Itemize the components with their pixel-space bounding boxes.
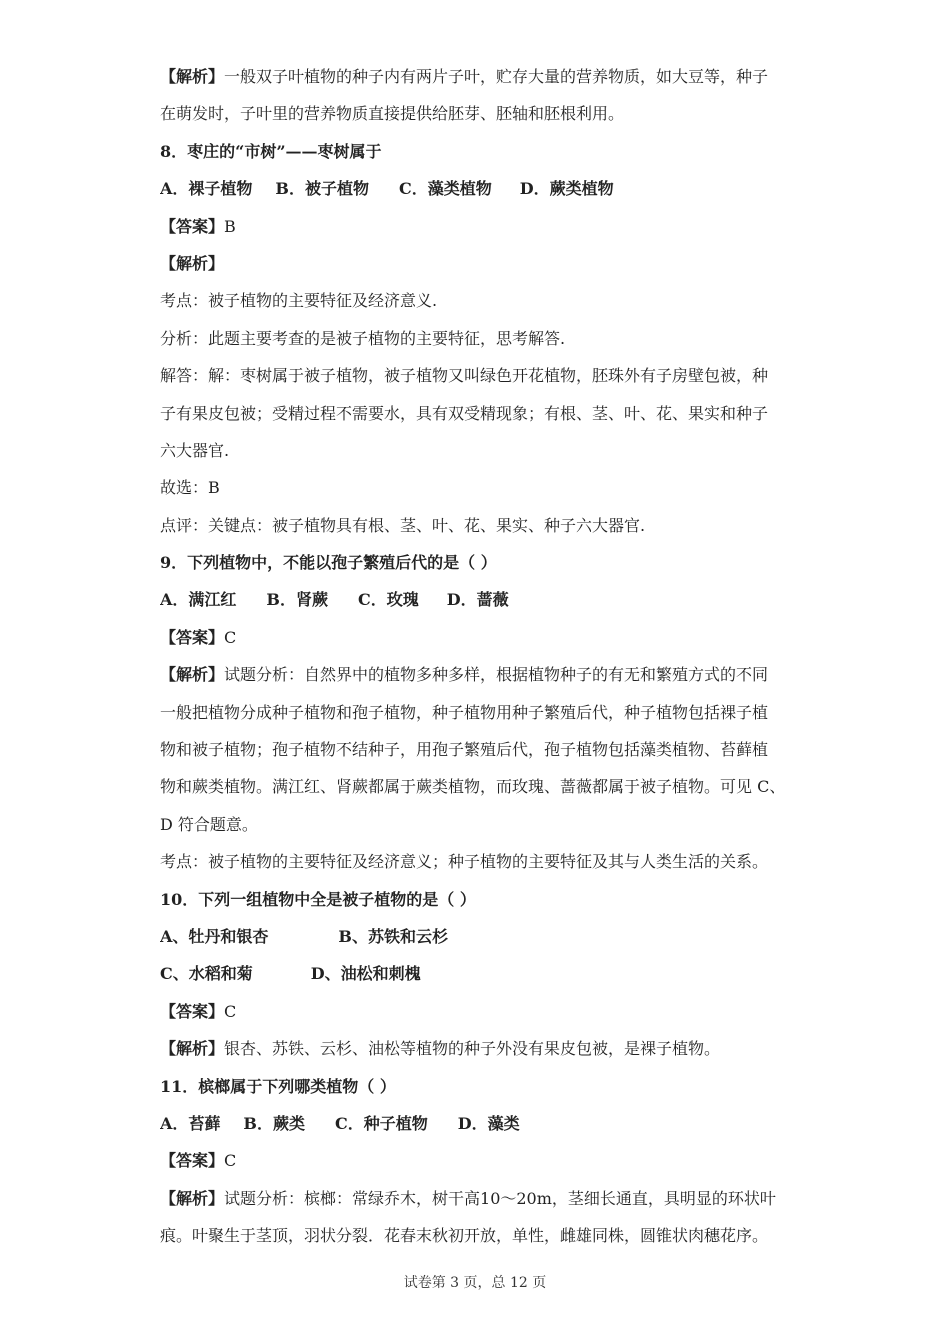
document-body bbox=[160, 58, 800, 1255]
section-text: 试题分析：自然界中的植物多种多样，根据植物种子的有无和繁殖方式的不同 bbox=[224, 665, 769, 685]
line-1: 在萌发时，子叶里的营养物质直接提供给胚芽、胚轴和胚根利用。 bbox=[160, 104, 625, 124]
options-row bbox=[160, 955, 800, 992]
line-12: 点评：关键点：被子植物具有根、茎、叶、花、果实、种子六大器官. bbox=[160, 515, 646, 535]
line-18: 物和被子植物；孢子植物不结种子，用孢子繁殖后代，孢子植物包括藻类植物、苔藓植 bbox=[160, 740, 769, 760]
options-row bbox=[160, 1105, 800, 1142]
section-text: 银杏、苏铁、云杉、油松等植物的种子外没有果皮包被，是裸子植物。 bbox=[224, 1039, 721, 1059]
answer-option: C．种子植物 bbox=[334, 1113, 428, 1133]
line-7: 分析：此题主要考查的是被子植物的主要特征，思考解答. bbox=[160, 328, 566, 348]
answer-option: A．裸子植物 bbox=[160, 179, 253, 199]
line-8: 解答：解：枣树属于被子植物，被子植物又叫绿色开花植物，胚珠外有子房壁包被，种 bbox=[160, 366, 769, 386]
section-text: B bbox=[224, 216, 236, 236]
answer-option: A、牡丹和银杏 bbox=[160, 926, 269, 946]
section-text: 一般双子叶植物的种子内有两片子叶，贮存大量的营养物质，如大豆等，种子 bbox=[224, 67, 769, 86]
line-6: 考点：被子植物的主要特征及经济意义. bbox=[160, 291, 438, 311]
line-9: 子有果皮包被；受精过程不需要水，具有双受精现象；有根、茎、叶、花、果实和种子 bbox=[160, 403, 769, 423]
answer-option: A．满江红 bbox=[160, 590, 237, 610]
options-row bbox=[160, 918, 800, 955]
line-20: D 符合题意。 bbox=[160, 814, 258, 834]
question-stem: 8．枣庄的“市树”——枣树属于 bbox=[160, 141, 382, 161]
line-21: 考点：被子植物的主要特征及经济意义；种子植物的主要特征及其与人类生活的关系。 bbox=[160, 852, 769, 872]
section-label: 【解析】 bbox=[160, 253, 225, 273]
answer-option: D．藻类 bbox=[457, 1113, 520, 1133]
answer-option: C．玫瑰 bbox=[357, 590, 419, 610]
section-label: 【解析】 bbox=[160, 1039, 225, 1059]
line-16 bbox=[160, 656, 800, 693]
answer-option: B．肾蕨 bbox=[266, 590, 328, 610]
answer-option: C、水稻和菊 bbox=[160, 964, 253, 984]
answer-option: D．蔷薇 bbox=[446, 590, 509, 610]
section-label: 【答案】 bbox=[160, 1001, 225, 1021]
options-row bbox=[160, 581, 800, 618]
answer-option: B．被子植物 bbox=[275, 179, 369, 199]
line-30 bbox=[160, 1180, 800, 1217]
question-stem: 9．下列植物中，不能以孢子繁殖后代的是（ ） bbox=[160, 553, 497, 573]
section-text: C bbox=[224, 1151, 237, 1171]
section-text: 试题分析：槟榔：常绿乔木，树干高10～20m，茎细长通直，具明显的环状叶 bbox=[224, 1188, 776, 1208]
line-11: 故选：B bbox=[160, 478, 220, 498]
section-label: 【答案】 bbox=[160, 216, 225, 236]
line-29 bbox=[160, 1142, 800, 1179]
line-17: 一般把植物分成种子植物和孢子植物，种子植物用种子繁殖后代，种子植物包括裸子植 bbox=[160, 702, 769, 722]
question-stem: 10．下列一组植物中全是被子植物的是（ ） bbox=[160, 889, 476, 909]
line-15 bbox=[160, 619, 800, 656]
section-label: 【解析】 bbox=[160, 665, 225, 685]
line-31: 痕。叶聚生于茎顶，羽状分裂．花春末秋初开放，单性，雌雄同株，圆锥状肉穗花序。 bbox=[160, 1226, 769, 1246]
answer-option: B．蕨类 bbox=[243, 1113, 305, 1133]
section-label: 【解析】 bbox=[160, 1188, 225, 1208]
answer-option: C．藻类植物 bbox=[398, 179, 492, 199]
section-label: 【答案】 bbox=[160, 627, 225, 647]
page-footer: 试卷第 3 页，总 12 页 bbox=[403, 1275, 547, 1291]
line-25 bbox=[160, 993, 800, 1030]
answer-option: B、苏铁和云杉 bbox=[338, 926, 448, 946]
line-0 bbox=[160, 58, 800, 95]
line-4 bbox=[160, 208, 800, 245]
section-text: C bbox=[224, 1001, 237, 1021]
line-26 bbox=[160, 1030, 800, 1067]
section-label: 【答案】 bbox=[160, 1151, 225, 1171]
answer-option: A．苔藓 bbox=[160, 1113, 221, 1133]
options-row bbox=[160, 170, 800, 207]
line-19: 物和蕨类植物。满江红、肾蕨都属于蕨类植物，而玫瑰、蔷薇都属于被子植物。可见 C、 bbox=[160, 777, 786, 797]
answer-option: D．蕨类植物 bbox=[519, 179, 614, 199]
answer-option: D、油松和刺槐 bbox=[310, 964, 421, 984]
section-text: C bbox=[224, 627, 237, 647]
section-label: 【解析】 bbox=[160, 67, 225, 86]
line-10: 六大器官. bbox=[160, 440, 230, 460]
line-5 bbox=[160, 245, 800, 282]
question-stem: 11．槟榔属于下列哪类植物（ ） bbox=[160, 1076, 396, 1096]
